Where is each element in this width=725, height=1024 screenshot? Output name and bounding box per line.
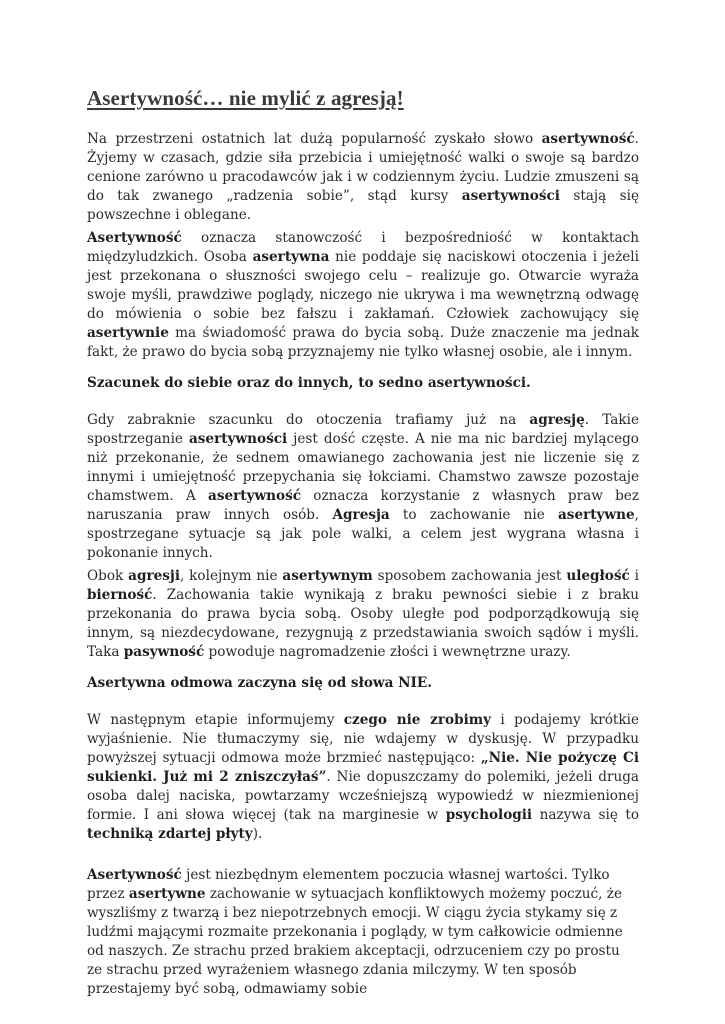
bold-term: asertywne [128, 886, 206, 902]
bold-term: asertywnie [87, 325, 169, 341]
bold-term: asertywności [188, 431, 288, 447]
bold-term: pasywność [123, 644, 205, 660]
section-heading: Szacunek do siebie oraz do innych, to sedno asertywności. [87, 375, 531, 391]
bold-term: asertywności [461, 188, 560, 204]
bold-term: uległość [566, 568, 630, 584]
bold-term: asertywność [541, 131, 635, 147]
bold-term: agresję [529, 412, 585, 428]
bold-term: techniką zdartej płyty [87, 826, 253, 842]
bold-term: asertywnym [282, 568, 373, 584]
bold-term: psychologii [445, 807, 533, 823]
bold-term: agresji [128, 568, 180, 584]
article-title: Asertywność… nie mylić z agresją! [87, 86, 404, 110]
section-heading: Asertywna odmowa zaczyna się od słowa NIE. [87, 675, 433, 691]
bold-term: asertywne [557, 507, 635, 523]
bold-quote: „Nie. Nie pożyczę Ci sukienki. Już mi 2 zniszczyłaś” [87, 750, 639, 785]
bold-term: Asertywność [87, 230, 182, 246]
paragraph-definition: Asertywność oznacza stanowczość i bezpośredniość w kontaktach międzyludzkich. Osoba asertywna nie poddaje się naciskowi otoczenia i jeżeli jest przekonana o słuszności swojego celu – realizuje go. Otwarcie wyraża swoje myśli, prawdziwe poglądy, niczego nie ukrywa i ma wewnętrzną odwagę do mówienia o sobie bez fałszu i zakłamań. Człowiek zachowujący się asertywnie ma świadomość prawa do bycia sobą. Duże znaczenie ma jednak fakt, że prawo do bycia sobą przyznajemy nie tylko własnej osobie, ale i innym. [87, 230, 639, 360]
paragraph-submission: Obok agresji, kolejnym nie asertywnym sposobem zachowania jest uległość i bierność. Zachowania takie wynikają z braku pewności siebie i z braku przekonania do prawa bycia sobą. Osoby uległe pod podporządkowują się innym, są niezdecydowane, rezygnują z przedstawiania swoich sądów i myśli. Taka pasywność powoduje nagromadzenie złości i wewnętrzne urazy. [87, 568, 639, 660]
bold-term: Asertywność [87, 867, 182, 883]
paragraph-refusal: W następnym etapie informujemy czego nie zrobimy i podajemy krótkie wyjaśnienie. Nie tłumaczymy się, nie wdajemy w dyskusję. W przypadku powyższej sytuacji odmowa może brzmieć następująco: „Nie. Nie pożyczę Ci sukienki. Już mi 2 zniszczyłaś”. Nie dopuszczamy do polemiki, jeżeli druga osoba dalej naciska, powtarzamy wcześniejszą wypowiedź w niezmienionej formie. I ani słowa więcej (tak na marginesie w psychologii nazywa się to techniką zdartej płyty). [87, 712, 640, 842]
bold-term: Agresja [332, 507, 390, 523]
bold-term: bierność [87, 587, 153, 603]
bold-term: asertywność [208, 488, 302, 504]
bold-term: czego nie zrobimy [343, 712, 492, 728]
paragraph-self-worth: Asertywność jest niezbędnym elementem poczucia własnej wartości. Tylko przez asertywne zachowanie w sytuacjach konfliktowych możemy poczuć, że wyszliśmy z twarzą i bez niepotrzebnych emocji. W ciągu życia stykamy się z ludźmi mającymi rozmaite przekonania i poglądy, w tym całkowicie odmienne od naszych. Ze strachu przed brakiem akceptacji, odrzuceniem czy po prostu ze strachu przed wyrażeniem własnego zdania milczymy. W ten sposób przestajemy być sobą, odmawiamy sobie [87, 867, 623, 997]
bold-term: asertywna [252, 249, 330, 265]
paragraph-intro: Na przestrzeni ostatnich lat dużą popularność zyskało słowo asertywność. Żyjemy w czasach, gdzie siła przebicia i umiejętność walki o swoje są bardzo cenione zarówno u pracodawców jak i w codziennym życiu. Ludzie zmuszeni są do tak zwanego „radzenia sobie”, stąd kursy asertywności stają się powszechne i oblegane. [87, 131, 640, 223]
article [87, 86, 639, 1003]
paragraph-aggression: Gdy zabraknie szacunku do otoczenia trafiamy już na agresję. Takie spostrzeganie asertywności jest dość częste. A nie ma nic bardziej mylącego niż przekonanie, że sednem omawianego zachowania jest nie liczenie się z innymi i umiejętność przepychania się łokciami. Chamstwo zawsze pozostaje chamstwem. A asertywność oznacza korzystanie z własnych praw bez naruszania praw innych osób. Agresja to zachowanie nie asertywne, spostrzegane sytuacje są jak pole walki, a celem jest wygrana własna i pokonanie innych. [87, 412, 640, 561]
